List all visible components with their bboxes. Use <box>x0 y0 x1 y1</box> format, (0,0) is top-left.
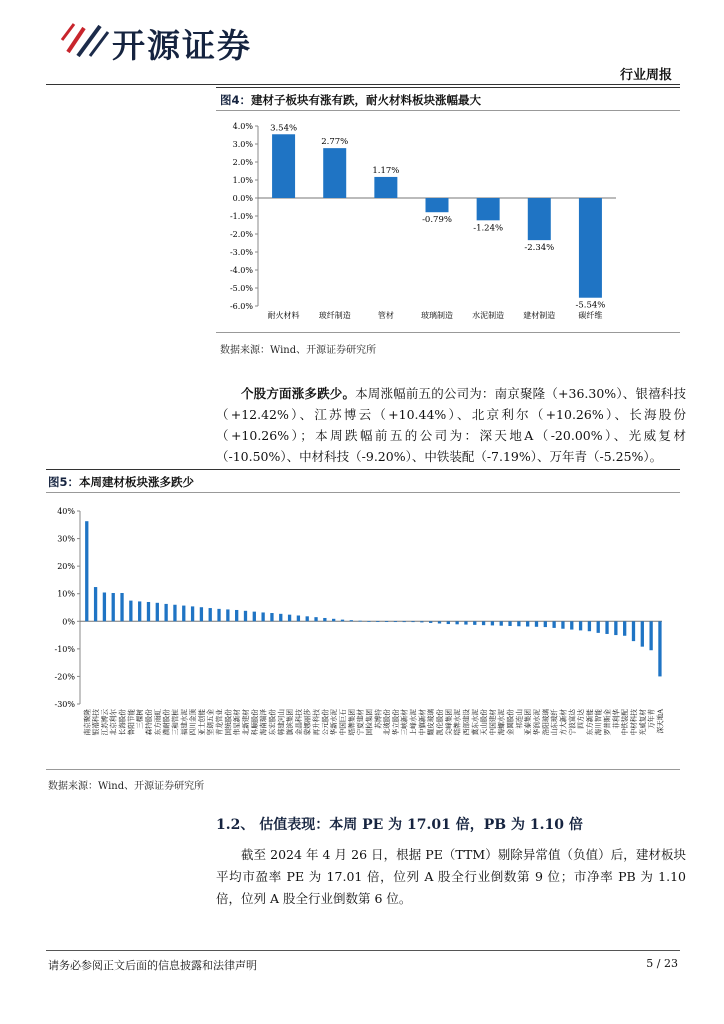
footer-divider <box>46 950 680 951</box>
fig5-category-label: 旗滨集团 <box>286 709 295 736</box>
fig5-category-label: 南京聚隆 <box>83 709 92 736</box>
header-divider <box>46 84 680 85</box>
fig5-title-text: 本周建材板块涨多跌少 <box>79 475 195 489</box>
fig5-bar <box>332 619 335 621</box>
fig5-bar <box>464 621 467 624</box>
fig5-category-label: 东方新能 <box>585 709 594 736</box>
fig5-category-label: 金晶科技 <box>294 709 303 736</box>
fig5-category-label: 祁连山 <box>515 709 524 729</box>
fig5-bar <box>367 621 370 622</box>
fig5-bar <box>447 621 450 624</box>
fig5-category-label: 再升科技 <box>312 709 321 736</box>
fig5-category-label: 万年青 <box>647 709 656 729</box>
fig5-category-label: 菲利华 <box>612 709 621 729</box>
fig4-category-label: 水泥制造 <box>472 311 505 320</box>
fig5-bar <box>385 621 388 622</box>
fig5-bar <box>85 521 88 621</box>
fig5-category-label: 亚泰集团 <box>524 709 533 736</box>
fig5-y-tick-label: -20% <box>54 672 75 682</box>
fig5-bar <box>420 621 423 622</box>
fig4-category-label: 玻纤制造 <box>318 311 351 320</box>
fig5-category-label: 科顺股份 <box>250 709 259 736</box>
logo-text: 开源证券 <box>112 26 252 65</box>
fig5-bar <box>455 621 458 624</box>
report-type: 行业周报 <box>619 68 672 83</box>
fig5-bar <box>570 621 573 629</box>
fig5-bar <box>535 621 538 627</box>
fig5-category-label: 伟星新材 <box>233 709 242 736</box>
fig5-category-label: 耀皮玻璃 <box>427 709 436 736</box>
fig5-bar <box>526 621 529 626</box>
fig4-category-label: 建材制造 <box>523 311 556 320</box>
fig5-bar <box>306 616 309 621</box>
fig5-chart <box>46 496 680 766</box>
fig5-category-label: 北玻股份 <box>383 709 392 736</box>
fig5-category-label: 森特股份 <box>144 709 153 736</box>
fig4-category-label: 碳纤维 <box>578 311 603 320</box>
fig4-bar <box>272 134 295 198</box>
fig5-category-label: 光威复材 <box>638 709 647 736</box>
fig5-category-label: 深天地A <box>656 709 665 734</box>
fig5-bar <box>350 620 353 621</box>
fig4-bar <box>528 198 551 240</box>
fig5-category-label: 天山股份 <box>480 709 489 736</box>
fig4-y-tick-label: 1.0% <box>232 176 253 185</box>
fig5-title <box>48 474 194 490</box>
fig5-bar <box>658 621 661 676</box>
fig5-bar <box>605 621 608 634</box>
fig5-bar <box>376 621 379 622</box>
fig5-category-label: 罗普斯金 <box>603 709 612 736</box>
fig5-bar <box>491 621 494 625</box>
fig5-bar <box>217 609 220 621</box>
fig4-category-label: 管材 <box>377 311 394 320</box>
fig5-bar <box>314 617 317 621</box>
fig5-bar <box>235 610 238 621</box>
fig4-source: 数据来源：Wind、开源证券研究所 <box>220 345 377 356</box>
fig5-y-tick-label: -30% <box>54 700 75 709</box>
fig5-bar <box>138 601 141 621</box>
fig5-category-label: 华新水泥 <box>330 709 339 736</box>
fig4-data-label: -1.24% <box>473 223 504 234</box>
fig5-bar <box>429 621 432 623</box>
fig5-bar <box>94 587 97 621</box>
fig4-bar <box>323 148 346 198</box>
fig5-bar <box>438 621 441 623</box>
fig4-category-label: 玻璃制造 <box>421 311 453 320</box>
fig5-category-label: 三和管桩 <box>171 709 180 736</box>
fig4-y-tick-label: 0.0% <box>232 194 253 203</box>
fig5-bar <box>253 612 256 622</box>
fig4-chart <box>216 112 680 330</box>
fig5-bar <box>112 593 115 621</box>
fig5-bar <box>147 602 150 621</box>
fig5-bar <box>226 609 229 621</box>
fig5-category-label: 上峰水泥 <box>409 709 418 736</box>
fig5-bar <box>261 612 264 621</box>
fig5-title-rule <box>46 492 680 493</box>
fig5-bar <box>200 607 203 621</box>
fig5-category-label: 韩建河山 <box>277 709 286 736</box>
fig4-top-rule <box>216 87 680 88</box>
fig4-y-tick-label: -2.0% <box>229 230 253 239</box>
fig5-y-tick-label: 10% <box>57 589 75 599</box>
section-paragraph: 截至 2024 年 4 月 26 日，根据 PE（TTM）剔除异常值（负值）后，建材板块平均市盈率 PE 为 17.01 倍，位列 A 股全行业倒数第 9 位；市净率 PB 为 1.10 倍，位列 A 股全行业倒数第 6 位。 <box>216 847 686 906</box>
fig5-category-label: 福建水泥 <box>180 709 189 736</box>
fig5-bar <box>341 620 344 622</box>
fig4-bar <box>477 198 500 220</box>
fig4-label: 图4： <box>220 93 252 107</box>
fig5-source: 数据来源：Wind、开源证券研究所 <box>48 781 205 792</box>
fig5-category-label: 塔牌水泥 <box>453 709 462 736</box>
fig5-category-label: 四川金顶 <box>189 709 198 736</box>
fig4-y-tick-label: -1.0% <box>229 212 253 221</box>
fig5-y-tick-label: 0% <box>62 617 75 627</box>
fig5-bar <box>649 621 652 650</box>
fig4-y-tick-label: 3.0% <box>232 140 253 149</box>
fig5-category-label: 北京利尔 <box>109 709 118 736</box>
fig5-top-rule <box>46 469 680 470</box>
fig5-bar <box>394 621 397 622</box>
paragraph-lead: 个股方面涨多跌少。 <box>241 386 356 401</box>
fig5-category-label: 三棵树 <box>136 709 145 729</box>
fig4-title-rule <box>216 110 680 111</box>
fig5-y-tick-label: 40% <box>57 507 75 516</box>
fig5-bar <box>482 621 485 625</box>
fig5-category-label: 宁夏建材 <box>356 709 365 736</box>
footer-disclaimer: 请务必参阅正文后面的信息披露和法律声明 <box>48 959 257 972</box>
fig5-category-label: 中材科技 <box>629 709 638 736</box>
fig5-bar <box>323 618 326 621</box>
fig5-category-label: 蒙娜丽莎 <box>303 709 312 736</box>
fig4-data-label: -0.79% <box>422 215 452 226</box>
fig5-category-label: 国检集团 <box>365 709 374 736</box>
logo-icon <box>60 18 110 60</box>
fig5-bar <box>597 621 600 633</box>
fig4-y-tick-label: 2.0% <box>232 158 253 167</box>
fig5-category-label: 西部建设 <box>462 709 471 736</box>
fig5-bottom-rule <box>46 769 680 770</box>
fig5-bar <box>288 615 291 622</box>
fig5-bar <box>623 621 626 635</box>
fig5-bar <box>552 621 555 628</box>
fig4-y-tick-label: -6.0% <box>229 302 253 311</box>
fig4-data-label: 1.17% <box>372 165 400 176</box>
fig5-bar <box>473 621 476 625</box>
fig5-category-label: 海螺水泥 <box>497 709 506 736</box>
fig5-bar <box>103 593 106 622</box>
fig5-y-tick-label: 20% <box>57 562 75 572</box>
fig4-data-label: 3.54% <box>270 123 298 134</box>
fig5-category-label: 方大新材 <box>559 709 568 736</box>
fig5-bar <box>182 606 185 622</box>
fig5-bar <box>191 606 194 621</box>
fig5-bar <box>279 614 282 621</box>
fig5-category-label: 华润水泥 <box>532 709 541 736</box>
fig5-bar <box>297 615 300 621</box>
fig5-bar <box>561 621 564 628</box>
fig5-bar <box>164 604 167 621</box>
fig5-y-tick-label: 30% <box>57 534 75 544</box>
fig5-bar <box>120 593 123 621</box>
fig5-category-label: 金圆股份 <box>506 709 515 736</box>
fig5-bar <box>614 621 617 635</box>
fig5-category-label: 东宏股份 <box>268 709 277 736</box>
fig5-category-label: 海南瑞泽 <box>259 709 268 736</box>
fig4-title <box>220 92 481 108</box>
fig5-bar <box>508 621 511 626</box>
fig5-label: 图5： <box>48 475 80 489</box>
fig5-category-label: 塔牌集团 <box>347 709 356 736</box>
fig5-bar <box>156 603 159 621</box>
fig5-category-label: 山东玻纤 <box>550 709 559 736</box>
fig4-category-label: 耐火材料 <box>267 311 300 320</box>
fig5-category-label: 亚士创能 <box>197 709 206 736</box>
fig5-bar <box>270 613 273 621</box>
page-number: 5 / 23 <box>646 957 678 970</box>
fig5-category-label: 长海股份 <box>118 709 127 736</box>
fig5-category-label: 国统股份 <box>224 709 233 736</box>
fig5-bar <box>411 621 414 622</box>
fig5-category-label: 凯伦股份 <box>435 709 444 736</box>
fig5-category-label: 冀东水泥 <box>471 709 480 736</box>
fig5-category-label: 中国建材 <box>488 709 497 736</box>
fig4-bar <box>374 177 397 198</box>
fig5-category-label: 苏博特 <box>374 709 383 729</box>
fig4-y-tick-label: -5.0% <box>229 284 253 293</box>
fig4-title-text: 建材子板块有涨有跌，耐火材料板块涨幅最大 <box>251 93 482 107</box>
fig5-category-label: 鲁阳节能 <box>127 709 136 736</box>
fig5-bar <box>641 621 644 646</box>
fig5-category-label: 中铁装配 <box>621 709 630 736</box>
fig5-bar <box>632 621 635 641</box>
fig4-bar <box>426 198 449 212</box>
fig4-y-tick-label: -4.0% <box>229 266 253 275</box>
fig5-bar <box>244 611 247 621</box>
fig5-category-label: 中国巨石 <box>338 709 347 736</box>
fig4-y-tick-label: 4.0% <box>232 122 253 131</box>
fig4-data-label: -5.54% <box>575 300 606 311</box>
fig5-bar <box>579 621 582 630</box>
fig5-bar <box>544 621 547 627</box>
fig5-bar <box>500 621 503 625</box>
fig5-category-label: 三峡新材 <box>400 709 409 736</box>
fig5-category-label: 濮耐股份 <box>162 709 171 736</box>
fig5-category-label: 宁波富达 <box>568 709 577 736</box>
stock-paragraph <box>216 383 686 467</box>
fig5-bar <box>588 621 591 631</box>
fig5-y-tick-label: -10% <box>54 644 75 654</box>
fig5-bar <box>129 601 132 622</box>
fig5-category-label: 华立股份 <box>391 709 400 736</box>
fig5-category-label: 青龙管业 <box>215 709 224 736</box>
section-heading: 1.2、 估值表现：本周 PE 为 17.01 倍，PB 为 1.10 倍 <box>216 817 583 833</box>
fig5-category-label: 四方达 <box>577 709 586 729</box>
paragraph-body: 本周涨幅前五的公司为：南京聚隆（+36.30%）、银禧科技（+12.42%）、江苏博云（+10.44%）、北京利尔（+10.26%）、长海股份（+10.26%）；本周跌幅前五的公司为：深天地A（-20.00%）、光威复材（-10.50%）、中材科技（-9.20%）、中铁装配（-7.19%）、万年青（-5.25%）。 <box>216 386 686 464</box>
fig5-bar <box>517 621 520 626</box>
fig5-category-label: 海川智能 <box>594 709 603 736</box>
fig5-category-label: 坚朗五金 <box>206 709 215 736</box>
fig5-bar <box>173 605 176 622</box>
fig5-category-label: 东方雨虹 <box>153 709 162 736</box>
fig4-bottom-rule <box>216 332 680 333</box>
fig5-category-label: 银禧科技 <box>92 709 101 736</box>
fig4-data-label: 2.77% <box>321 137 349 148</box>
fig5-category-label: 洛阳玻璃 <box>541 709 550 736</box>
fig5-bar <box>358 621 361 622</box>
fig5-category-label: 中旗新材 <box>418 709 427 736</box>
fig4-data-label: -2.34% <box>524 243 555 254</box>
fig5-category-label: 公元股份 <box>321 709 330 736</box>
fig5-category-label: 北新建材 <box>241 709 250 736</box>
fig5-category-label: 江苏博云 <box>100 709 109 736</box>
fig4-y-tick-label: -3.0% <box>229 248 253 257</box>
fig5-category-label: 尖峰集团 <box>444 709 453 736</box>
fig4-bar <box>579 198 602 298</box>
fig5-bar <box>403 621 406 622</box>
fig5-bar <box>209 608 212 621</box>
